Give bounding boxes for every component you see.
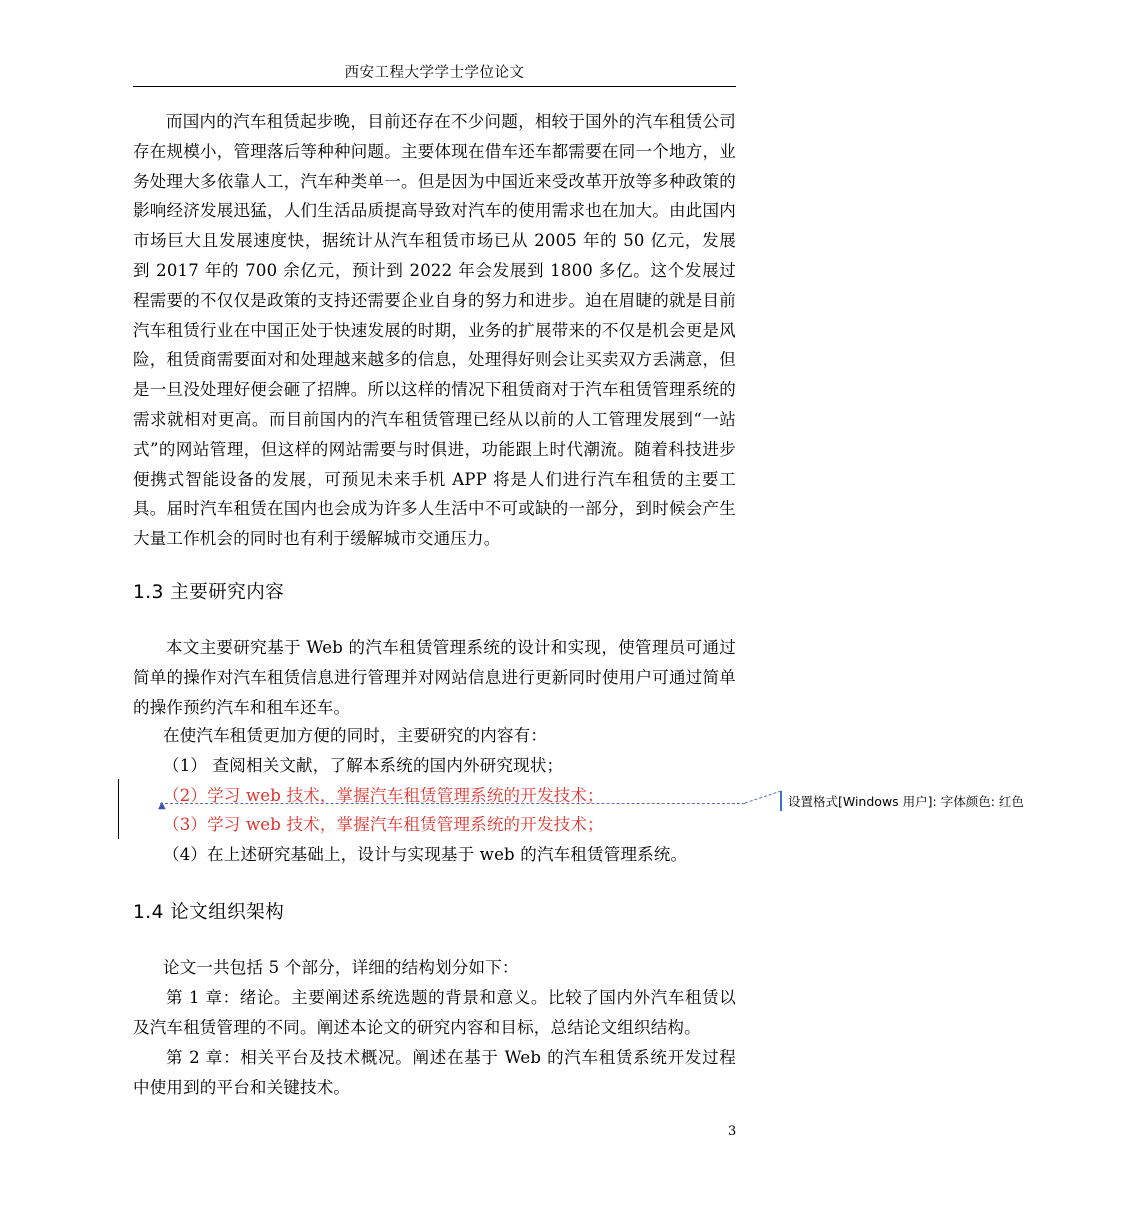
heading-1-3: 1.3 主要研究内容 [133,582,285,603]
page-header-title: 西安工程大学学士学位论文 [344,65,525,81]
paragraph-research-content: 本文主要研究基于 Web 的汽车租赁管理系统的设计和实现，使管理员可通过简单的操作对汽车租赁信息进行管理并对网站信息进行更新同时使用户可通过简单的操作预约汽车和租车还车。 [133,638,736,717]
paragraph-research-intro: 在使汽车租赁更加方便的同时，主要研究的内容有： [163,726,548,745]
paragraph-domestic-rental: 而国内的汽车租赁起步晚，目前还存在不少问题，相较于国外的汽车租赁公司存在规模小，管理落后等种种问题。主要体现在借车还车都需要在同一个地方，业务处理大多依靠人工，汽车种类单一。但是因为中国近来受改革开放等多种政策的影响经济发展迅猛，人们生活品质提高导致对汽车的使用需求也在加大。由此国内市场巨大且发展速度快，据统计从汽车租赁市场已从 2005 年的 50 亿元，发展到 2017 年的 700 余亿元，预计到 2022 年会发展到 1800 多亿。这个发展过程需要的不仅仅是政策的支持还需要企业自身的努力和进步。迫在眉睫的就是目前汽车租赁行业在中国正处于快速发展的时期，业务的扩展带来的不仅是机会更是风险，租赁商需要面对和处理越来越多的信息，处理得好则会让买卖双方丢满意，但是一旦没处理好便会砸了招牌。所以这样的情况下租赁商对于汽车租赁管理系统的需求就相对更高。而目前国内的汽车租赁管理已经从以前的人工管理发展到“一站式”的网站管理，但这样的网站需要与时俱进，功能跟上时代潮流。随着科技进步便携式智能设备的发展，可预见未来手机 APP 将是人们进行汽车租赁的主要工具。届时汽车租赁在国内也会成为许多人生活中不可或缺的一部分，到时候会产生大量工作机会的同时也有利于缓解城市交通压力。 [133,112,736,549]
comment-balloon-bar[interactable] [780,791,782,811]
list-item-4: （4）在上述研究基础上，设计与实现基于 web 的汽车租赁管理系统。 [163,845,688,864]
comment-connector-diagonal [745,790,781,804]
revision-change-bar [118,779,119,839]
list-item-1: （1） 查阅相关文献，了解本系统的国内外研究现状； [163,756,564,775]
list-item-3-revised: （3）学习 web 技术，掌握汽车租赁管理系统的开发技术； [163,815,604,834]
comment-connector-line [160,803,745,804]
paragraph-chapter-1: 第 1 章：绪论。主要阐述系统选题的背景和意义。比较了国内外汽车租赁以及汽车租赁管理的不同。阐述本论文的研究内容和目标，总结论文组织结构。 [133,988,736,1037]
header-rule [133,86,736,87]
list-item-2-revised: （2）学习 web 技术，掌握汽车租赁管理系统的开发技术； [163,786,604,805]
paragraph-structure-intro: 论文一共包括 5 个部分，详细的结构划分如下： [163,958,519,977]
paragraph-chapter-2: 第 2 章：相关平台及技术概况。阐述在基于 Web 的汽车租赁系统开发过程中使用到的平台和关键技术。 [133,1048,736,1097]
heading-1-4: 1.4 论文组织架构 [133,902,285,923]
comment-anchor-icon: ▲ [158,800,166,811]
comment-balloon-text[interactable]: 设置格式[Windows 用户]: 字体颜色: 红色 [788,794,1024,809]
page-number: 3 [728,1124,737,1139]
